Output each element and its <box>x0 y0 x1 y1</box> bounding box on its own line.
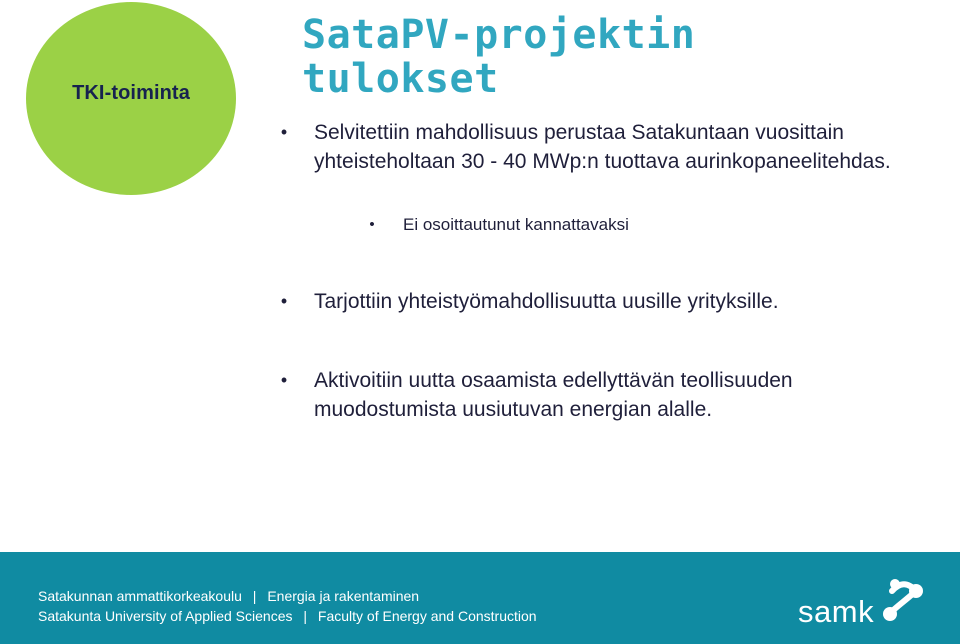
title-line-2: tulokset <box>302 56 499 102</box>
footer-text <box>38 586 537 626</box>
bullet-item <box>280 287 934 316</box>
samk-logo <box>792 570 926 632</box>
bullet-text: Selvitettiin mahdollisuus perustaa Satakuntaan vuosittain yhteisteholtaan 30 - 40 MWp:n tuottava aurinkopaneelitehdas. <box>314 121 891 173</box>
footer-separator: | <box>252 588 257 604</box>
samk-logo-text: samk <box>798 594 875 629</box>
bullet-text: Tarjottiin yhteistyömahdollisuutta uusille yrityksille. <box>314 290 779 313</box>
bullet-dot-icon: • <box>280 370 288 390</box>
bullet-text: Aktivoitiin uutta osaamista edellyttävän teollisuuden muodostumista uusiutuvan energian alalle. <box>314 369 793 421</box>
title-line-1: SataPV-projektin <box>302 12 696 58</box>
footer-university-fi: Satakunnan ammattikorkeakoulu <box>38 588 242 604</box>
footer-line-2 <box>38 606 537 626</box>
bullet-dot-icon: • <box>280 291 288 311</box>
bullet-dot-icon: • <box>369 216 375 233</box>
sub-bullet-item <box>369 211 883 239</box>
footer-bar <box>0 552 960 644</box>
footer-faculty-fi: Energia ja rakentaminen <box>267 588 420 604</box>
badge-label: TKI-toiminta <box>72 82 190 104</box>
footer-university-en: Satakunta University of Applied Sciences <box>38 608 293 624</box>
bullet-item <box>280 366 894 424</box>
footer-faculty-en: Faculty of Energy and Construction <box>317 608 537 624</box>
footer-line-1 <box>38 586 537 606</box>
bullet-dot-icon: • <box>280 122 288 142</box>
sub-bullet-text: Ei osoittautunut kannattavaksi <box>403 215 629 234</box>
samk-logo-icon <box>878 570 926 624</box>
footer-separator: | <box>303 608 308 624</box>
bullet-item <box>280 118 894 176</box>
